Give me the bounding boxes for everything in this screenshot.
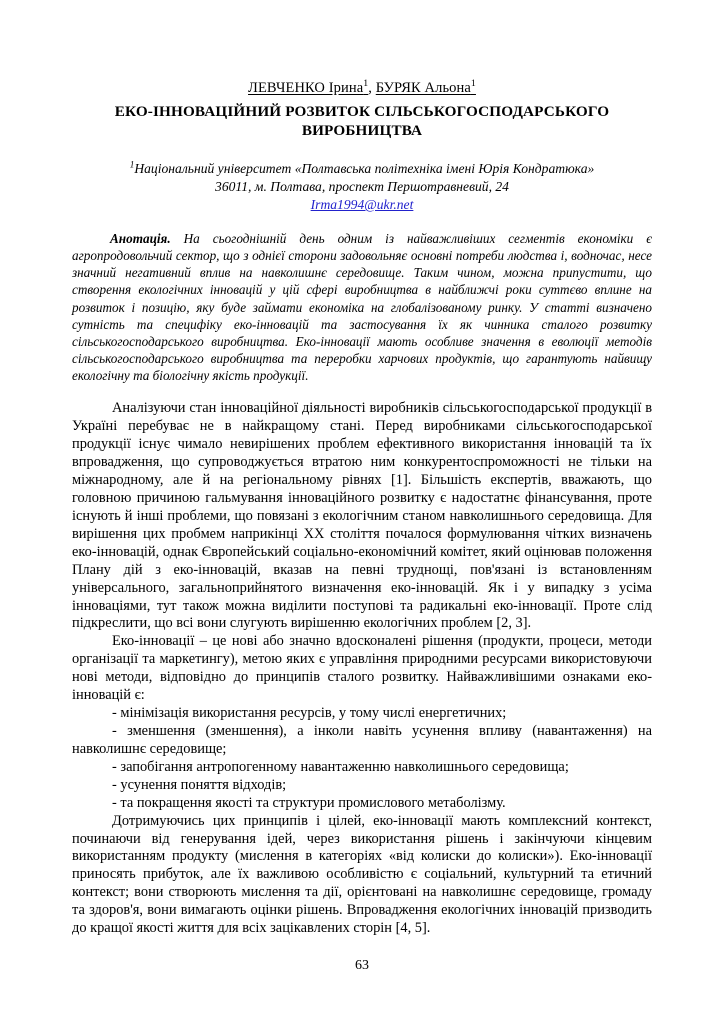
- author-1-affiliation-marker: 1: [363, 78, 369, 90]
- author-1: [248, 80, 368, 96]
- affiliation-email-line: [72, 196, 652, 214]
- affiliation-organization: Національний університет «Полтавська політехніка імені Юрія Кондратюка»: [134, 161, 595, 177]
- body-paragraph-3: Дотримуючись цих принципів і цілей, еко-інновації мають комплексний контекст, починаючи від генерування ідей, через використання рішень і закінчуючи кінцевим використанням продукту (мислення в категоріях «від колиски до колиски»). Еко-інновації приносять прибуток, але їх важливою особливістю є соціальний, культурний та етичний контекст; вони створюють мислення та дії, орієнтовані на навколишнє середовище, громаду та здоров'я, вони вимагають оцінки рішень. Впровадження екологічних інновацій призводить до кращої якості життя для всіх зацікавлених сторін [4, 5].: [72, 812, 652, 937]
- bullet-item-4: - усунення поняття відходів;: [112, 776, 287, 793]
- affiliation-address: 36011, м. Полтава, проспект Першотравневий, 24: [215, 179, 509, 195]
- page-title: [72, 103, 652, 140]
- abstract-paragraph: [72, 230, 652, 384]
- page-number: 63: [355, 958, 369, 973]
- affiliation-block: [72, 160, 652, 214]
- body-paragraph-2: Еко-інновації – це нові або значно вдосконалені рішення (продукти, процеси, методи організації та маркетингу), метою яких є управління природними ресурсами використовуючи нові методи, відповідно до принципів сталого розвитку. Найважливішими ознаками еко-інновацій є:: [72, 633, 652, 704]
- author-2-affiliation-marker: 1: [470, 78, 476, 90]
- authors-separator: ,: [368, 80, 376, 96]
- title-line-2: ВИРОБНИЦТВА: [301, 121, 423, 139]
- bullet-item-2: - зменшення (зменшення), а інколи навіть усунення впливу (навантаження) на навколишнє середовище;: [72, 723, 652, 757]
- bullet-item-5: - та покращення якості та структури промислового метаболізму.: [112, 794, 506, 811]
- abstract-text: На сьогоднішній день одним із найважливіших сегментів економіки є агропродовольчий сектор, що з однієї сторони задовольняє основні потреби людства і, водночас, несе значний негативний вплив на навколишнє середовище. Таким чином, можна припустити, що створення екологічних інновацій у цій сфері виробництва в найближчі роки суттєво вплине на розвиток і позицію, яку буде займати економіка на глобалізованому ринку. У статті визначено сутність та специфіку еко-інновацій та застосування їх як чинника сталого розвитку сільськогосподарського виробництва. Еко-інновації мають особливе значення в еволюції методів сільськогосподарського виробництва та переробки харчових продуктів, що гарантують найвищу екологічну та біологічну якість продукції.: [72, 231, 653, 384]
- author-1-name: ЛЕВЧЕНКО Ірина: [248, 80, 364, 96]
- email-link[interactable]: Irma1994@ukr.net: [310, 197, 414, 213]
- abstract-label: Анотація.: [110, 231, 171, 247]
- author-line: [72, 80, 652, 97]
- affiliation-organization-line: [72, 160, 652, 178]
- author-2: [376, 80, 476, 96]
- body-paragraph-1: Аналізуючи стан інноваційної діяльності виробників сільськогосподарської продукції в Україні перебуває не в найкращому стані. Перед виробниками сільськогосподарської продукції існує чимало невирішених проблем ефективного використання інновацій та їх впровадження, що супроводжується втратою ним конкурентоспроможності не тільки на міжнародному, але й на регіональному рівнях [1]. Більшість експертів, вважають, що головною причиною гальмування інноваційного розвитку є надостатнє фінансування, проте існують й інші проблеми, що повязані з екологічним станом навколишнього середовища. Для вирішення цих пробмем наприкінці XX століття почалося формулювання чітких визначень еко-інновацій, однак Європейський соціально-економічний комітет, який оцінював положення Плану дій з еко-інновацій, вказав на певні труднощі, пов'язані із встановленням універсального, загальноприйнятого визначення еко-інновацій. Як і у випадку з усіма інноваціями, тут також можна виділити поступові та радикальні еко-інновації. Проте слід підкреслити, що всі вони слугують вирішенню екологічних проблем [2, 3].: [72, 400, 652, 632]
- page-content: [72, 80, 652, 938]
- bullet-item-3: - запобігання антропогенному навантаженню навколишнього середовища;: [112, 758, 569, 775]
- affiliation-marker: 1: [129, 159, 135, 170]
- bullet-item-1: - мінімізація використання ресурсів, у тому числі енергетичних;: [112, 705, 507, 722]
- author-2-name: БУРЯК Альона: [375, 80, 471, 96]
- title-line-1: ЕКО-ІННОВАЦІЙНИЙ РОЗВИТОК СІЛЬСЬКОГОСПОДАРСЬКОГО: [114, 103, 610, 121]
